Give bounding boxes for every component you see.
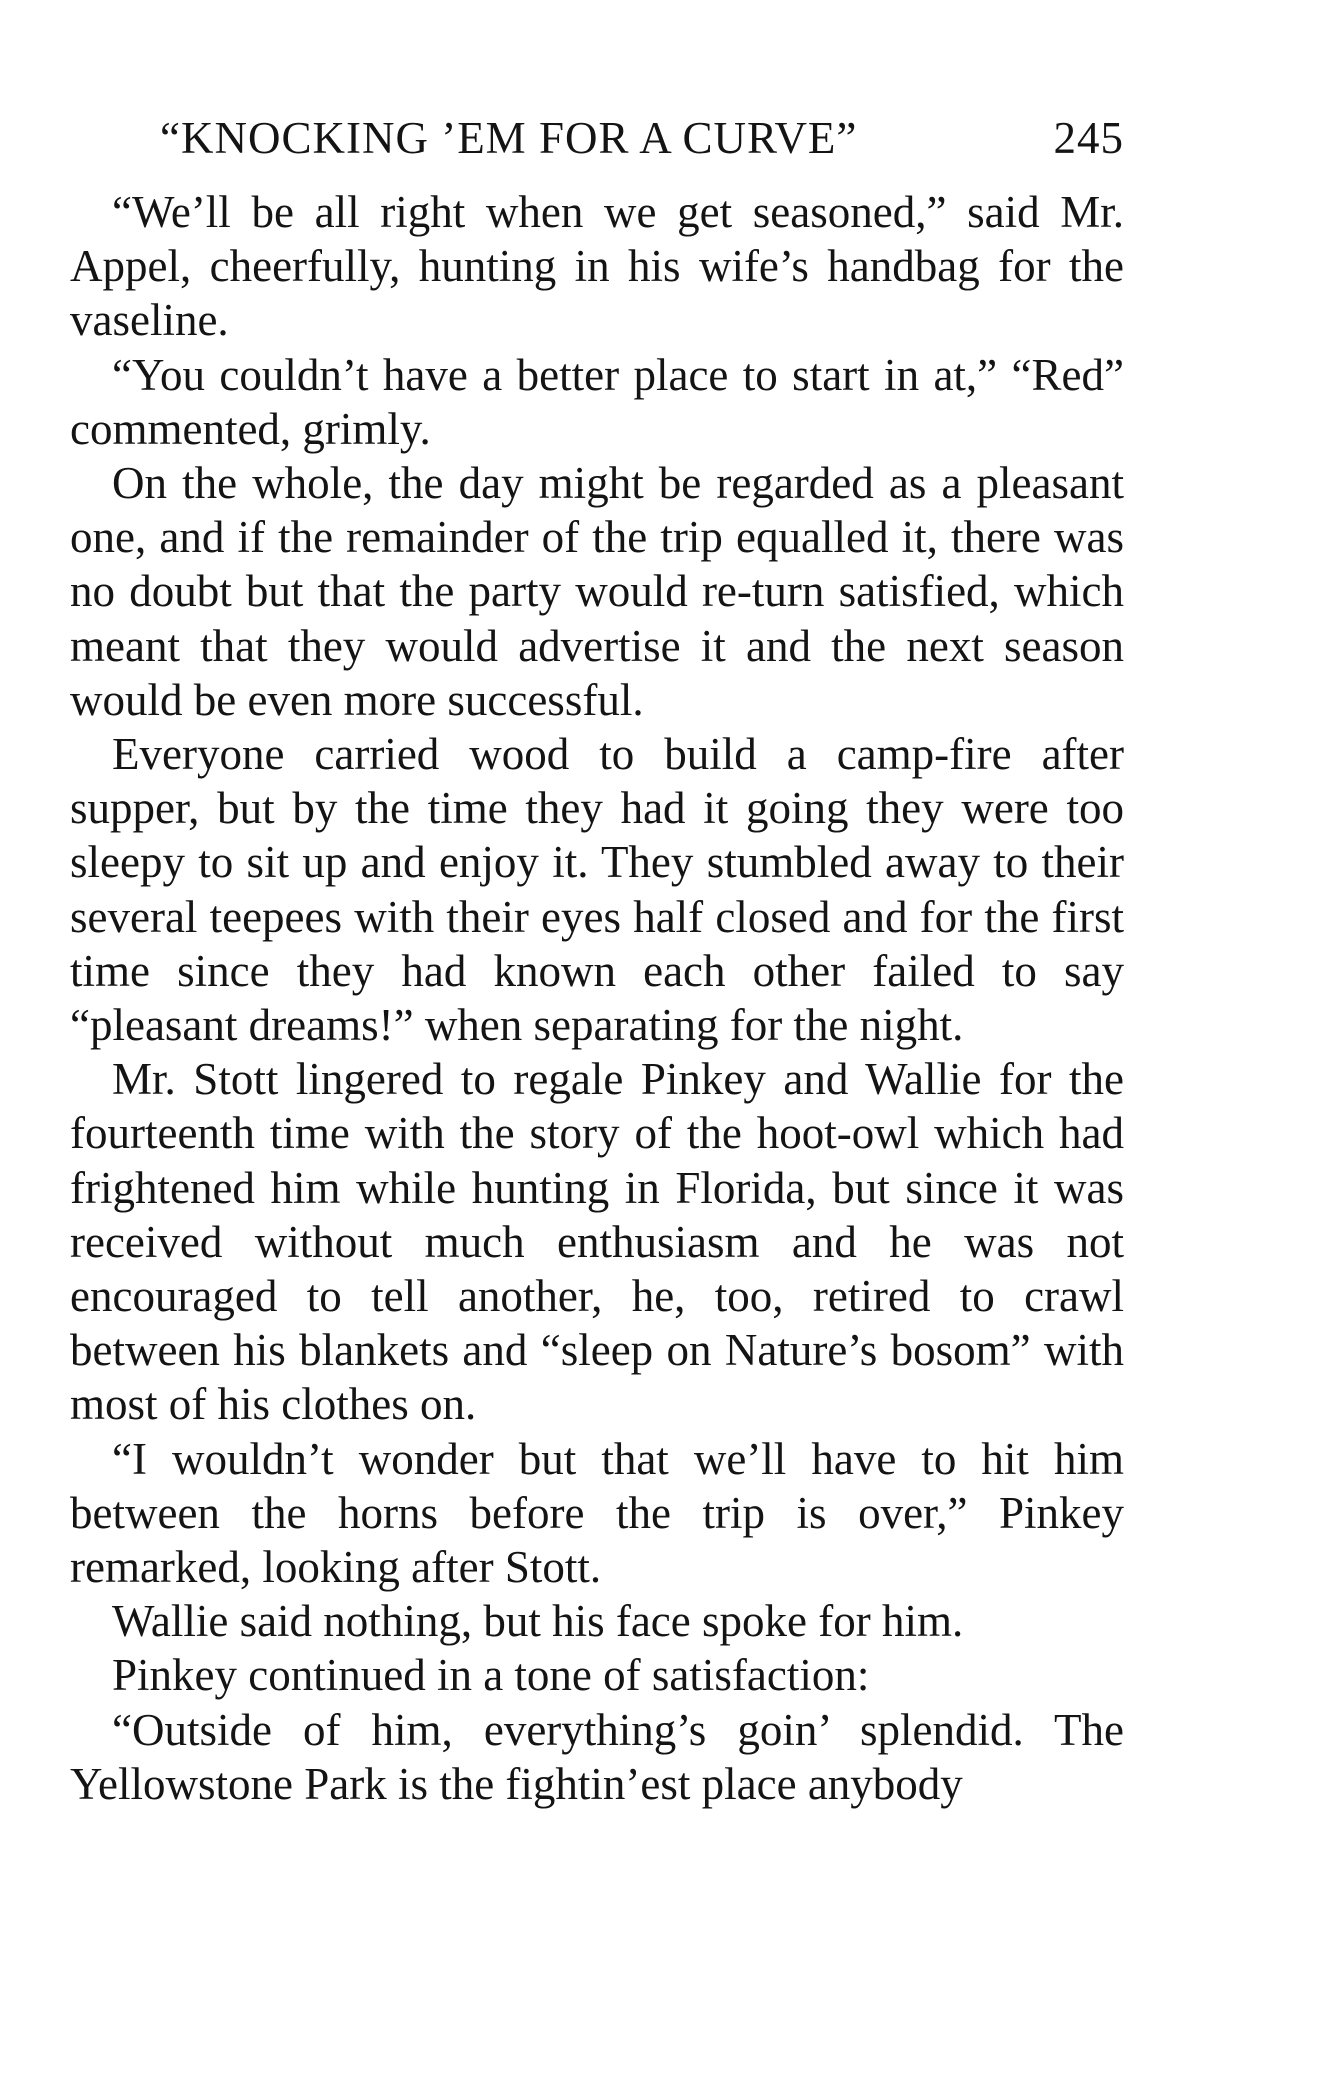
paragraph: Wallie said nothing, but his face spoke for him. <box>112 1596 964 1647</box>
page-number: 245 <box>1053 113 1124 163</box>
paragraph: “I wouldn’t wonder but that we’ll have to hit him between the horns before the trip is over,” Pinkey remarked, looking after Stott. <box>70 1433 1124 1593</box>
paragraph: Mr. Stott lingered to regale Pinkey and Wallie for the fourteenth time with the story of the hoot-owl which had frightened him while hunting in Florida, but since it was received without much enthusiasm and he was not encouraged to tell another, he, too, retired to crawl between his blankets and “sleep on Nature’s bosom” with most of his clothes on. <box>70 1054 1124 1430</box>
body-text <box>70 185 1124 1811</box>
paragraph: “You couldn’t have a better place to start in at,” “Red” commented, grimly. <box>70 349 1124 454</box>
paragraph: Pinkey continued in a tone of satisfaction: <box>112 1650 870 1701</box>
paragraph: Everyone carried wood to build a camp-fire after supper, but by the time they had it going they were too sleepy to sit up and enjoy it. They stumbled away to their several teepees with their eyes half closed and for the first time since they had known each other failed to say “pleasant dreams!” when separating for the night. <box>70 729 1124 1051</box>
running-head <box>70 112 1124 172</box>
paragraph: “We’ll be all right when we get seasoned,” said Mr. Appel, cheerfully, hunting in his wife’s handbag for the vaseline. <box>70 187 1124 346</box>
paragraph: “Outside of him, everything’s goin’ splendid. The Yellowstone Park is the fightin’est place anybody <box>70 1704 1124 1809</box>
paragraph: On the whole, the day might be regarded as a pleasant one, and if the remainder of the trip equalled it, there was no doubt but that the party would re-turn satisfied, which meant that they would advertise it and the next season would be even more successful. <box>70 458 1124 725</box>
running-title: “KNOCKING ’EM FOR A CURVE” <box>160 113 858 163</box>
